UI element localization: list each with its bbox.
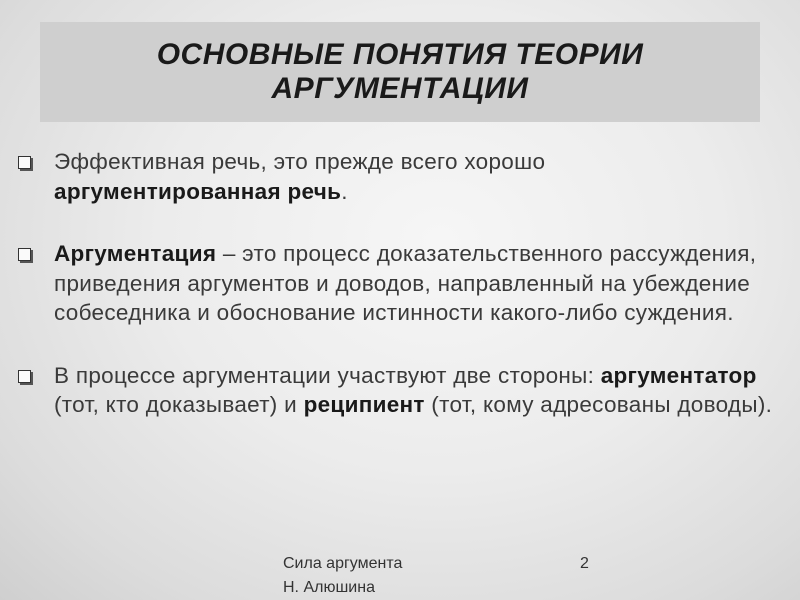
bullet-bold-term: Аргументация: [54, 241, 217, 266]
bullet-bold-term: реципиент: [303, 392, 425, 417]
checkbox-bullet-icon: [18, 370, 31, 383]
page-number: 2: [580, 555, 589, 572]
slide-title-line-1: ОСНОВНЫЕ ПОНЯТИЯ ТЕОРИИ: [156, 38, 644, 71]
bullet-text: .: [341, 178, 348, 204]
checkbox-bullet-icon: [18, 156, 31, 169]
footer-line-2: Н. Алюшина: [283, 579, 375, 596]
bullet-item-argumentation-definition: [18, 239, 778, 328]
slide-title-line-2: АРГУМЕНТАЦИИ: [271, 72, 529, 105]
footer-author: [283, 552, 402, 600]
bullet-bold-term: аргументатор: [600, 362, 757, 388]
slide-title-box: [40, 22, 760, 122]
bullet-list: [18, 147, 778, 420]
checkbox-bullet-icon: [18, 248, 31, 261]
bullet-text: (тот, кому адресованы доводы).: [424, 392, 773, 417]
bullet-text: Эффективная речь, это прежде всего хорошо: [54, 149, 546, 174]
bullet-text: (тот, кто доказывает) и: [54, 392, 304, 417]
bullet-item-argumentation-parties: [18, 361, 778, 420]
bullet-text: В процессе аргументации участвуют две стороны:: [54, 362, 601, 388]
bullet-item-effective-speech: [18, 147, 778, 206]
bullet-bold-term: аргументированная речь: [54, 178, 342, 204]
footer-line-1: Сила аргумента: [283, 555, 403, 572]
bullet-text: – это процесс доказательственного рассуждения, приведения аргументов и доводов, направленный на убеждение собеседника и обоснование истинности какого-либо суждения.: [54, 241, 757, 325]
